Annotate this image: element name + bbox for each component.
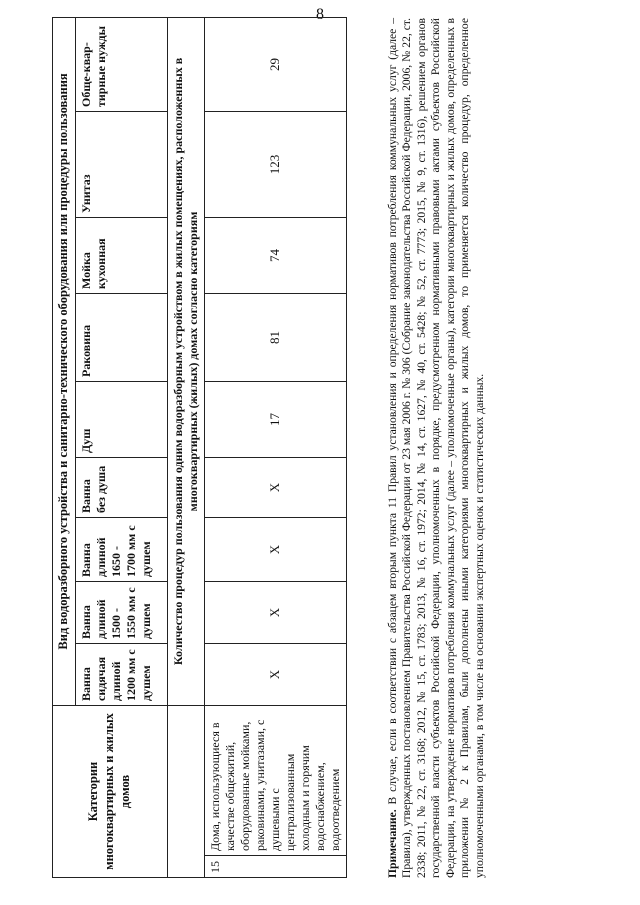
empty-cell — [167, 706, 204, 878]
table-cell: 29 — [204, 17, 346, 111]
rotated-content — [52, 18, 492, 878]
note-paragraph — [386, 18, 487, 878]
column-header: Душ — [75, 382, 167, 458]
column-header: Ванна сидячая длиной 1200 мм с душем — [75, 644, 167, 706]
table-cell: 123 — [204, 112, 346, 218]
note-label: Примечание. — [385, 809, 399, 878]
row-number: 15 — [204, 856, 346, 878]
column-header: Мойка кухонная — [75, 218, 167, 294]
table-cell: X — [204, 518, 346, 582]
procedure-count-header: Количество процедур пользования одним водоразборным устройством в жилых помещениях, расположенных в многоквартирных (жилых) домах согласно категориям — [167, 17, 204, 705]
column-header: Ванна длиной 1500 - 1550 мм с душем — [75, 582, 167, 644]
table-cell: 81 — [204, 294, 346, 382]
fixture-type-header: Вид водоразборного устройства и санитарно-технического оборудования или процедуры пользования — [53, 17, 76, 705]
column-header: Ванна без душа — [75, 458, 167, 518]
table-cell: X — [204, 582, 346, 644]
table-cell: 74 — [204, 218, 346, 294]
note-text: В случае, если в соответствии с абзацем вторым пункта 11 Правил установления и определения нормативов потребления коммунальных услуг (далее – Правила), утвержденных постановлением Правительства Российской Федерации от 23 мая 2006 г. № 306 (Собрание законодательства Российской Федерации, 2006, № 22, ст. 2338; 2011, № 22, ст. 3168; 2012, № 15, ст. 1783; 2013, № 16, ст. 1972; 2014, № 14, ст. 1627, № 40, ст. 5428; № 52, ст. 7773; 2015, № 9, ст. 1316), решением органов государственной власти субъектов Российской Федерации, уполномоченных в порядке, предусмотренном нормативными правовыми актами субъектов Российской Федерации, на утверждение нормативов потребления коммунальных услуг (далее – уполномоченные органы), категории многоквартирных и жилых домов, определенных в приложении № 2 к Правилам, были дополнены иными категориями многоквартирных и жилых домов, то применяется количество процедур, определенное уполномоченными органами, в том числе на основании экспертных оценок и статистических данных. — [385, 18, 486, 878]
category-header: Категории многоквартирных и жилых домов — [53, 706, 168, 878]
table-row — [204, 17, 346, 877]
consumption-norms-table — [52, 17, 347, 878]
column-header: Раковина — [75, 294, 167, 382]
page-number: 8 — [316, 6, 324, 23]
table-cell: X — [204, 644, 346, 706]
table-cell: 17 — [204, 382, 346, 458]
column-header: Обще-квар-тирные нужды — [75, 17, 167, 111]
column-header: Унитаз — [75, 112, 167, 218]
table-cell: X — [204, 458, 346, 518]
row-category: Дома, использующиеся в качестве общежитий, оборудованные мойками, раковинами, унитазами, с душевыми с централизованным холодным и горячим водоснабжением, водоотведением — [204, 706, 346, 856]
column-header: Ванна длиной 1650 - 1700 мм с душем — [75, 518, 167, 582]
